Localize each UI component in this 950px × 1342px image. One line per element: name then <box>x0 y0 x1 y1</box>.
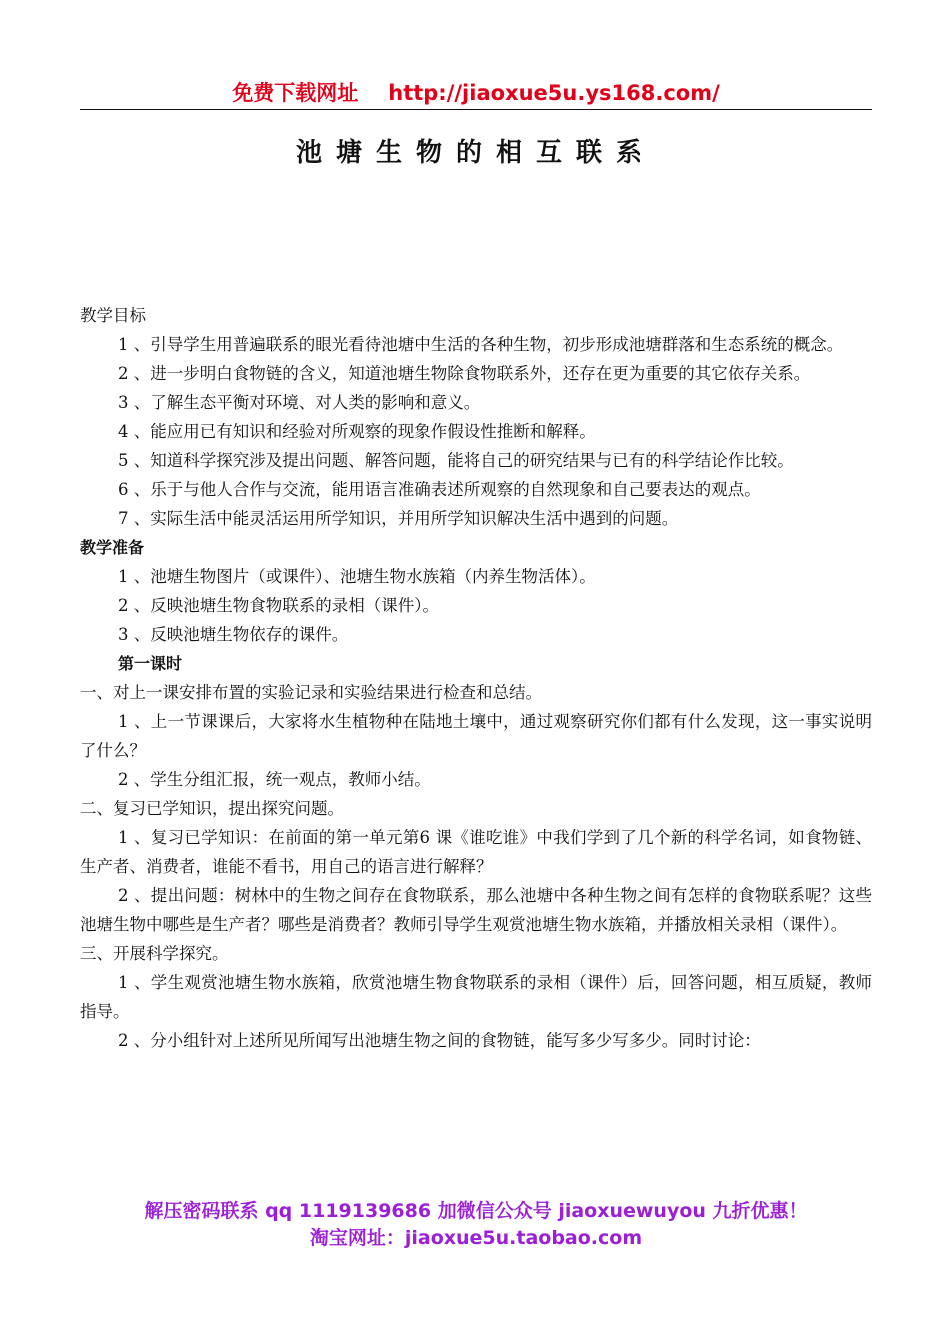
goal-item: 2 、进一步明白食物链的含义，知道池塘生物除食物联系外，还存在更为重要的其它依存关系。 <box>118 364 811 383</box>
goal-item: 4 、能应用已有知识和经验对所观察的现象作假设性推断和解释。 <box>118 422 596 441</box>
goal-item: 3 、了解生态平衡对环境、对人类的影响和意义。 <box>118 393 481 412</box>
promo-footer <box>80 1198 872 1252</box>
header-divider <box>80 109 872 110</box>
part3-item: 2 、分小组针对上述所见所闻写出池塘生物之间的食物链，能写多少写多少。同时讨论： <box>118 1031 761 1050</box>
contact-line: 解压密码联系 qq 1119139686 加微信公众号 jiaoxuewuyou 九折优惠！ <box>144 1200 808 1222</box>
goals-heading: 教学目标 <box>80 306 146 325</box>
download-label: 免费下载网址 <box>232 81 359 105</box>
goal-item: 1 、引导学生用普遍联系的眼光看待池塘中生活的各种生物，初步形成池塘群落和生态系统的概念。 <box>118 335 844 354</box>
download-url-link[interactable]: http://jiaoxue5u.ys168.com/ <box>388 81 720 105</box>
prep-item: 2 、反映池塘生物食物联系的录相（课件）。 <box>118 596 439 615</box>
page-title: 池塘生物的相互联系 <box>295 138 656 168</box>
goal-item: 6 、乐于与他人合作与交流，能用语言准确表述所观察的自然现象和自己要表达的观点。 <box>118 480 761 499</box>
lesson-heading: 第一课时 <box>118 654 183 673</box>
part3-item: 1 、学生观赏池塘生物水族箱，欣赏池塘生物食物联系的录相（课件）后，回答问题，相互质疑，教师指导。 <box>80 973 872 1021</box>
part1-item: 2 、学生分组汇报，统一观点，教师小结。 <box>118 770 431 789</box>
part2-item: 1 、复习已学知识：在前面的第一单元第6 课《谁吃谁》中我们学到了几个新的科学名词，如食物链、生产者、消费者，谁能不看书，用自己的语言进行解释？ <box>80 828 872 876</box>
document-body <box>80 301 872 1055</box>
part2-heading: 二、复习已学知识，提出探究问题。 <box>80 799 344 818</box>
part3-heading: 三、开展科学探究。 <box>80 944 229 963</box>
prep-item: 3 、反映池塘生物依存的课件。 <box>118 625 349 644</box>
part1-item: 1 、上一节课课后，大家将水生植物种在陆地土壤中，通过观察研究你们都有什么发现，这一事实说明了什么？ <box>80 712 872 760</box>
goal-item: 7 、实际生活中能灵活运用所学知识，并用所学知识解决生活中遇到的问题。 <box>118 509 679 528</box>
prep-heading: 教学准备 <box>80 538 145 557</box>
taobao-link[interactable]: 淘宝网址：jiaoxue5u.taobao.com <box>309 1227 643 1249</box>
prep-item: 1 、池塘生物图片（或课件）、池塘生物水族箱（内养生物活体）。 <box>118 567 596 586</box>
goal-item: 5 、知道科学探究涉及提出问题、解答问题，能将自己的研究结果与已有的科学结论作比较。 <box>118 451 794 470</box>
part1-heading: 一、对上一课安排布置的实验记录和实验结果进行检查和总结。 <box>80 683 542 702</box>
download-header <box>80 78 872 108</box>
part2-item: 2 、提出问题：树林中的生物之间存在食物联系，那么池塘中各种生物之间有怎样的食物联系呢？这些池塘生物中哪些是生产者？哪些是消费者？教师引导学生观赏池塘生物水族箱，并播放相关录相（课件）。 <box>80 886 872 934</box>
